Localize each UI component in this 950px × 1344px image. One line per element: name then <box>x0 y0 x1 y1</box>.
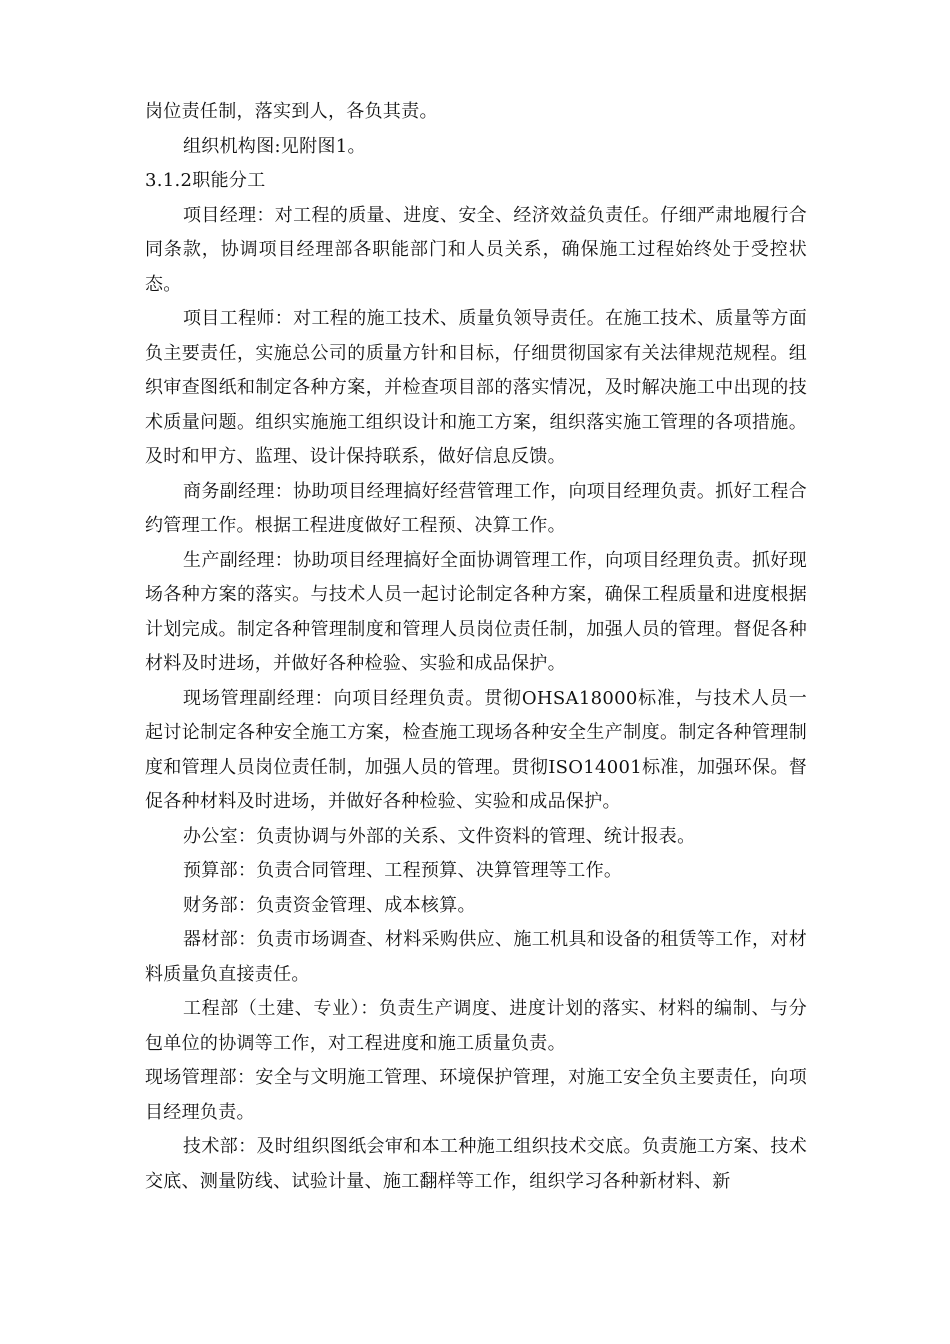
paragraph-org-chart-ref: 组织机构图:见附图1。 <box>183 135 366 157</box>
paragraph-technical-dept: 技术部：及时组织图纸会审和本工种施工组织技术交底。负责施工方案、技术交底、测量防线、试验计量、施工翻样等工作，组织学习各种新材料、新 <box>145 1136 807 1192</box>
paragraph-materials-dept: 器材部：负责市场调查、材料采购供应、施工机具和设备的租赁等工作，对材料质量负直接责任。 <box>145 929 807 985</box>
paragraph-project-engineer: 项目工程师：对工程的施工技术、质量负领导责任。在施工技术、质量等方面负主要责任，实施总公司的质量方针和目标，仔细贯彻国家有关法律规范规程。组织审查图纸和制定各种方案，并检查项目部的落实情况，及时解决施工中出现的技术质量问题。组织实施施工组织设计和施工方案，组织落实施工管理的各项措施。及时和甲方、监理、设计保持联系，做好信息反馈。 <box>145 308 807 467</box>
paragraph-continuation: 岗位责任制，落实到人，各负其责。 <box>145 101 438 122</box>
paragraph-site-deputy: 现场管理副经理：向项目经理负责。贯彻OHSA18000标准，与技术人员一起讨论制定各种安全施工方案，检查施工现场各种安全生产制度。制定各种管理制度和管理人员岗位责任制，加强人员的管理。贯彻ISO14001标准，加强环保。督促各种材料及时进场，并做好各种检验、实验和成品保护。 <box>145 687 807 812</box>
paragraph-site-management-dept: 现场管理部：安全与文明施工管理、环境保护管理，对施工安全负主要责任，向项目经理负责。 <box>145 1067 807 1123</box>
paragraph-production-deputy: 生产副经理：协助项目经理搞好全面协调管理工作，向项目经理负责。抓好现场各种方案的落实。与技术人员一起讨论制定各种方案，确保工程质量和进度根据计划完成。制定各种管理制度和管理人员岗位责任制，加强人员的管理。督促各种材料及时进场，并做好各种检验、实验和成品保护。 <box>145 549 807 674</box>
paragraph-office: 办公室：负责协调与外部的关系、文件资料的管理、统计报表。 <box>183 825 696 847</box>
section-heading: 3.1.2职能分工 <box>145 170 266 191</box>
paragraph-finance-dept: 财务部：负责资金管理、成本核算。 <box>183 894 476 916</box>
paragraph-project-manager: 项目经理：对工程的质量、进度、安全、经济效益负责任。仔细严肃地履行合同条款，协调项目经理部各职能部门和人员关系，确保施工过程始终处于受控状态。 <box>145 204 807 295</box>
paragraph-budget-dept: 预算部：负责合同管理、工程预算、决算管理等工作。 <box>183 860 623 881</box>
paragraph-commercial-deputy: 商务副经理：协助项目经理搞好经营管理工作，向项目经理负责。抓好工程合约管理工作。根据工程进度做好工程预、决算工作。 <box>145 480 807 536</box>
paragraph-engineering-dept: 工程部（土建、专业）：负责生产调度、进度计划的落实、材料的编制、与分包单位的协调等工作，对工程进度和施工质量负责。 <box>145 998 807 1054</box>
document-body <box>145 95 807 1199</box>
